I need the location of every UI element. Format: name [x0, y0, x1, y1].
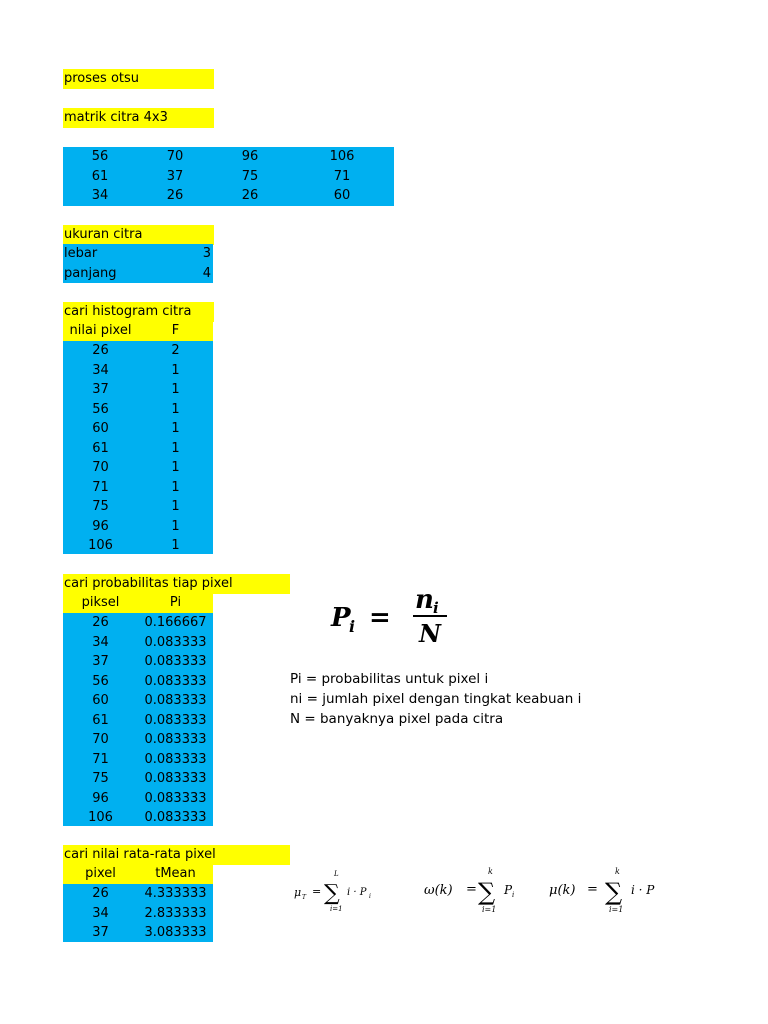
ratarata-header — [63, 864, 213, 884]
omega-equals: = — [466, 882, 477, 897]
histogram-header — [63, 321, 213, 341]
mu-t-body-sub: i — [369, 893, 371, 900]
pi-formula — [325, 582, 455, 648]
probabilitas-header-pi: Pi — [169, 595, 182, 610]
matrix-cell: 26 — [166, 188, 184, 203]
histogram-row — [63, 536, 213, 556]
probabilitas-row — [63, 789, 213, 809]
probabilitas-row-key: 70 — [92, 732, 109, 747]
probabilitas-row-key: 34 — [92, 634, 109, 650]
ratarata-row — [63, 884, 213, 904]
probabilitas-row — [63, 652, 213, 672]
histogram-row — [63, 419, 213, 439]
mu-k-lower: i=1 — [609, 905, 624, 914]
note-pi: Pi = probabilitas untuk pixel i — [290, 671, 489, 687]
matrix-cell: 37 — [166, 168, 184, 184]
probabilitas-row-value: 0.166667 — [144, 615, 207, 630]
histogram-row-key: 26 — [92, 343, 109, 358]
matrix-cell: 60 — [333, 188, 351, 203]
histogram-table — [63, 341, 213, 554]
histogram-row-key: 70 — [92, 460, 109, 475]
matrix-cell: 70 — [166, 149, 184, 164]
probabilitas-row-key: 71 — [92, 751, 109, 767]
probabilitas-row-key: 60 — [92, 693, 109, 708]
probabilitas-row-key: 26 — [92, 615, 109, 630]
probabilitas-row — [63, 769, 213, 789]
probabilitas-row-value: 0.083333 — [144, 712, 207, 728]
probabilitas-row-value: 0.083333 — [144, 732, 207, 747]
histogram-row — [63, 400, 213, 420]
title-matrik-citra: matrik citra 4x3 — [63, 108, 214, 128]
mu-k-sigma: ∑ — [605, 878, 623, 906]
matrix-cell: 34 — [91, 188, 109, 203]
ratarata-header-tmean: tMean — [155, 866, 196, 881]
omega-sigma: ∑ — [478, 878, 496, 906]
omega-upper: k — [488, 867, 493, 876]
probabilitas-row — [63, 750, 213, 770]
pi-formula-lhs: P — [331, 603, 351, 633]
probabilitas-header-piksel: piksel — [81, 595, 120, 610]
histogram-row-key: 34 — [92, 362, 109, 378]
histogram-row-value: 1 — [171, 518, 180, 534]
mu-k-upper: k — [615, 867, 620, 876]
histogram-row-value: 2 — [171, 343, 180, 358]
matrix-cell: 96 — [241, 149, 259, 164]
histogram-row-key: 71 — [92, 479, 109, 495]
probabilitas-row-key: 61 — [92, 712, 109, 728]
mu-t-lower: i=1 — [330, 905, 343, 913]
mu-t-equals: = — [312, 885, 322, 898]
lebar-value: 3 — [202, 246, 211, 261]
mu-k-equals: = — [587, 882, 598, 897]
panjang-label: panjang — [64, 265, 117, 281]
histogram-row — [63, 478, 213, 498]
probabilitas-table — [63, 613, 213, 826]
histogram-row-key: 37 — [92, 382, 109, 397]
ratarata-row-value: 4.333333 — [144, 886, 207, 901]
histogram-row-value: 1 — [171, 362, 180, 378]
probabilitas-row-key: 37 — [92, 654, 109, 669]
ratarata-row — [63, 923, 213, 943]
probabilitas-row-key: 56 — [92, 673, 109, 689]
ratarata-row-key: 34 — [92, 905, 109, 921]
probabilitas-row-value: 0.083333 — [144, 810, 207, 825]
histogram-row-key: 75 — [92, 499, 109, 514]
histogram-row-key: 60 — [92, 421, 109, 436]
title-ukuran-citra: ukuran citra — [63, 225, 214, 245]
histogram-row-value: 1 — [171, 382, 180, 397]
ratarata-table — [63, 884, 213, 942]
title-ratarata: cari nilai rata-rata pixel — [63, 845, 290, 865]
matrix-table — [63, 147, 394, 206]
ratarata-row-key: 37 — [92, 925, 109, 940]
pi-formula-num: n — [415, 585, 434, 615]
histogram-row-key: 106 — [88, 538, 113, 553]
probabilitas-row-key: 106 — [88, 810, 113, 825]
pi-formula-num-sub: i — [433, 599, 439, 617]
probabilitas-row-value: 0.083333 — [144, 693, 207, 708]
probabilitas-row — [63, 672, 213, 692]
histogram-row — [63, 361, 213, 381]
histogram-row-value: 1 — [171, 460, 180, 475]
probabilitas-row — [63, 613, 213, 633]
ukuran-row-panjang — [63, 264, 213, 284]
ratarata-header-pixel: pixel — [85, 866, 116, 881]
title-histogram: cari histogram citra — [63, 302, 214, 322]
matrix-cell: 26 — [241, 188, 259, 203]
histogram-row — [63, 497, 213, 517]
matrix-row — [63, 167, 394, 187]
histogram-row-value: 1 — [171, 401, 180, 417]
ratarata-row — [63, 904, 213, 924]
note-n: N = banyaknya pixel pada citra — [290, 711, 504, 727]
probabilitas-row — [63, 730, 213, 750]
probabilitas-row-value: 0.083333 — [144, 771, 207, 786]
matrix-row — [63, 147, 394, 167]
probabilitas-row — [63, 691, 213, 711]
mu-t-formula — [290, 862, 380, 918]
pi-formula-equals: = — [369, 603, 391, 633]
probabilitas-row-key: 75 — [92, 771, 109, 786]
pi-formula-den: N — [419, 619, 441, 648]
matrix-cell: 56 — [91, 149, 109, 164]
ratarata-row-key: 26 — [92, 886, 109, 901]
ratarata-row-value: 2.833333 — [144, 905, 207, 921]
probabilitas-row — [63, 808, 213, 828]
omega-lower: i=1 — [482, 905, 497, 914]
matrix-row — [63, 186, 394, 206]
probabilitas-header — [63, 593, 213, 613]
lebar-label: lebar — [64, 246, 98, 261]
histogram-row-value: 1 — [171, 499, 180, 514]
histogram-row-value: 1 — [171, 421, 180, 436]
ukuran-table — [63, 244, 213, 283]
note-ni: ni = jumlah pixel dengan tingkat keabuan i — [290, 691, 582, 707]
histogram-row — [63, 517, 213, 537]
probabilitas-row — [63, 633, 213, 653]
title-probabilitas: cari probabilitas tiap pixel — [63, 574, 290, 594]
histogram-row-key: 61 — [92, 440, 109, 456]
mu-k-body: i · P — [631, 883, 655, 897]
probabilitas-row-value: 0.083333 — [144, 751, 207, 767]
histogram-row — [63, 380, 213, 400]
probabilitas-row-value: 0.083333 — [144, 654, 207, 669]
histogram-row — [63, 341, 213, 361]
histogram-row-key: 96 — [92, 518, 109, 534]
mu-k-formula — [547, 862, 667, 918]
probabilitas-row-key: 96 — [92, 790, 109, 806]
omega-body: P — [504, 883, 513, 897]
mu-t-body: i · P — [347, 887, 367, 898]
mu-t-lhs: μ — [294, 886, 302, 899]
title-proses-otsu: proses otsu — [63, 69, 214, 89]
histogram-header-pixel: nilai pixel — [69, 323, 132, 338]
mu-t-lhs-sub: T — [302, 894, 307, 901]
probabilitas-row-value: 0.083333 — [144, 790, 207, 806]
matrix-cell: 75 — [241, 168, 259, 184]
histogram-row — [63, 439, 213, 459]
ratarata-row-value: 3.083333 — [144, 925, 207, 940]
panjang-value: 4 — [202, 265, 211, 281]
probabilitas-row-value: 0.083333 — [144, 634, 207, 650]
histogram-header-f: F — [171, 323, 180, 338]
histogram-row-key: 56 — [92, 401, 109, 417]
histogram-row-value: 1 — [171, 538, 180, 553]
probabilitas-row — [63, 711, 213, 731]
matrix-cell: 71 — [333, 168, 351, 184]
mu-k-lhs: μ(k) — [549, 883, 576, 898]
histogram-row-value: 1 — [171, 440, 180, 456]
mu-t-upper: L — [334, 870, 339, 878]
pi-formula-lhs-sub: i — [349, 617, 356, 636]
probabilitas-row-value: 0.083333 — [144, 673, 207, 689]
mu-t-sigma: ∑ — [324, 881, 340, 906]
omega-formula — [420, 862, 530, 918]
histogram-row-value: 1 — [171, 479, 180, 495]
histogram-row — [63, 458, 213, 478]
matrix-cell: 61 — [91, 168, 109, 184]
matrix-cell: 106 — [329, 149, 355, 164]
omega-lhs: ω(k) — [424, 883, 453, 898]
ukuran-row-lebar — [63, 244, 213, 264]
omega-body-sub: i — [512, 891, 515, 899]
